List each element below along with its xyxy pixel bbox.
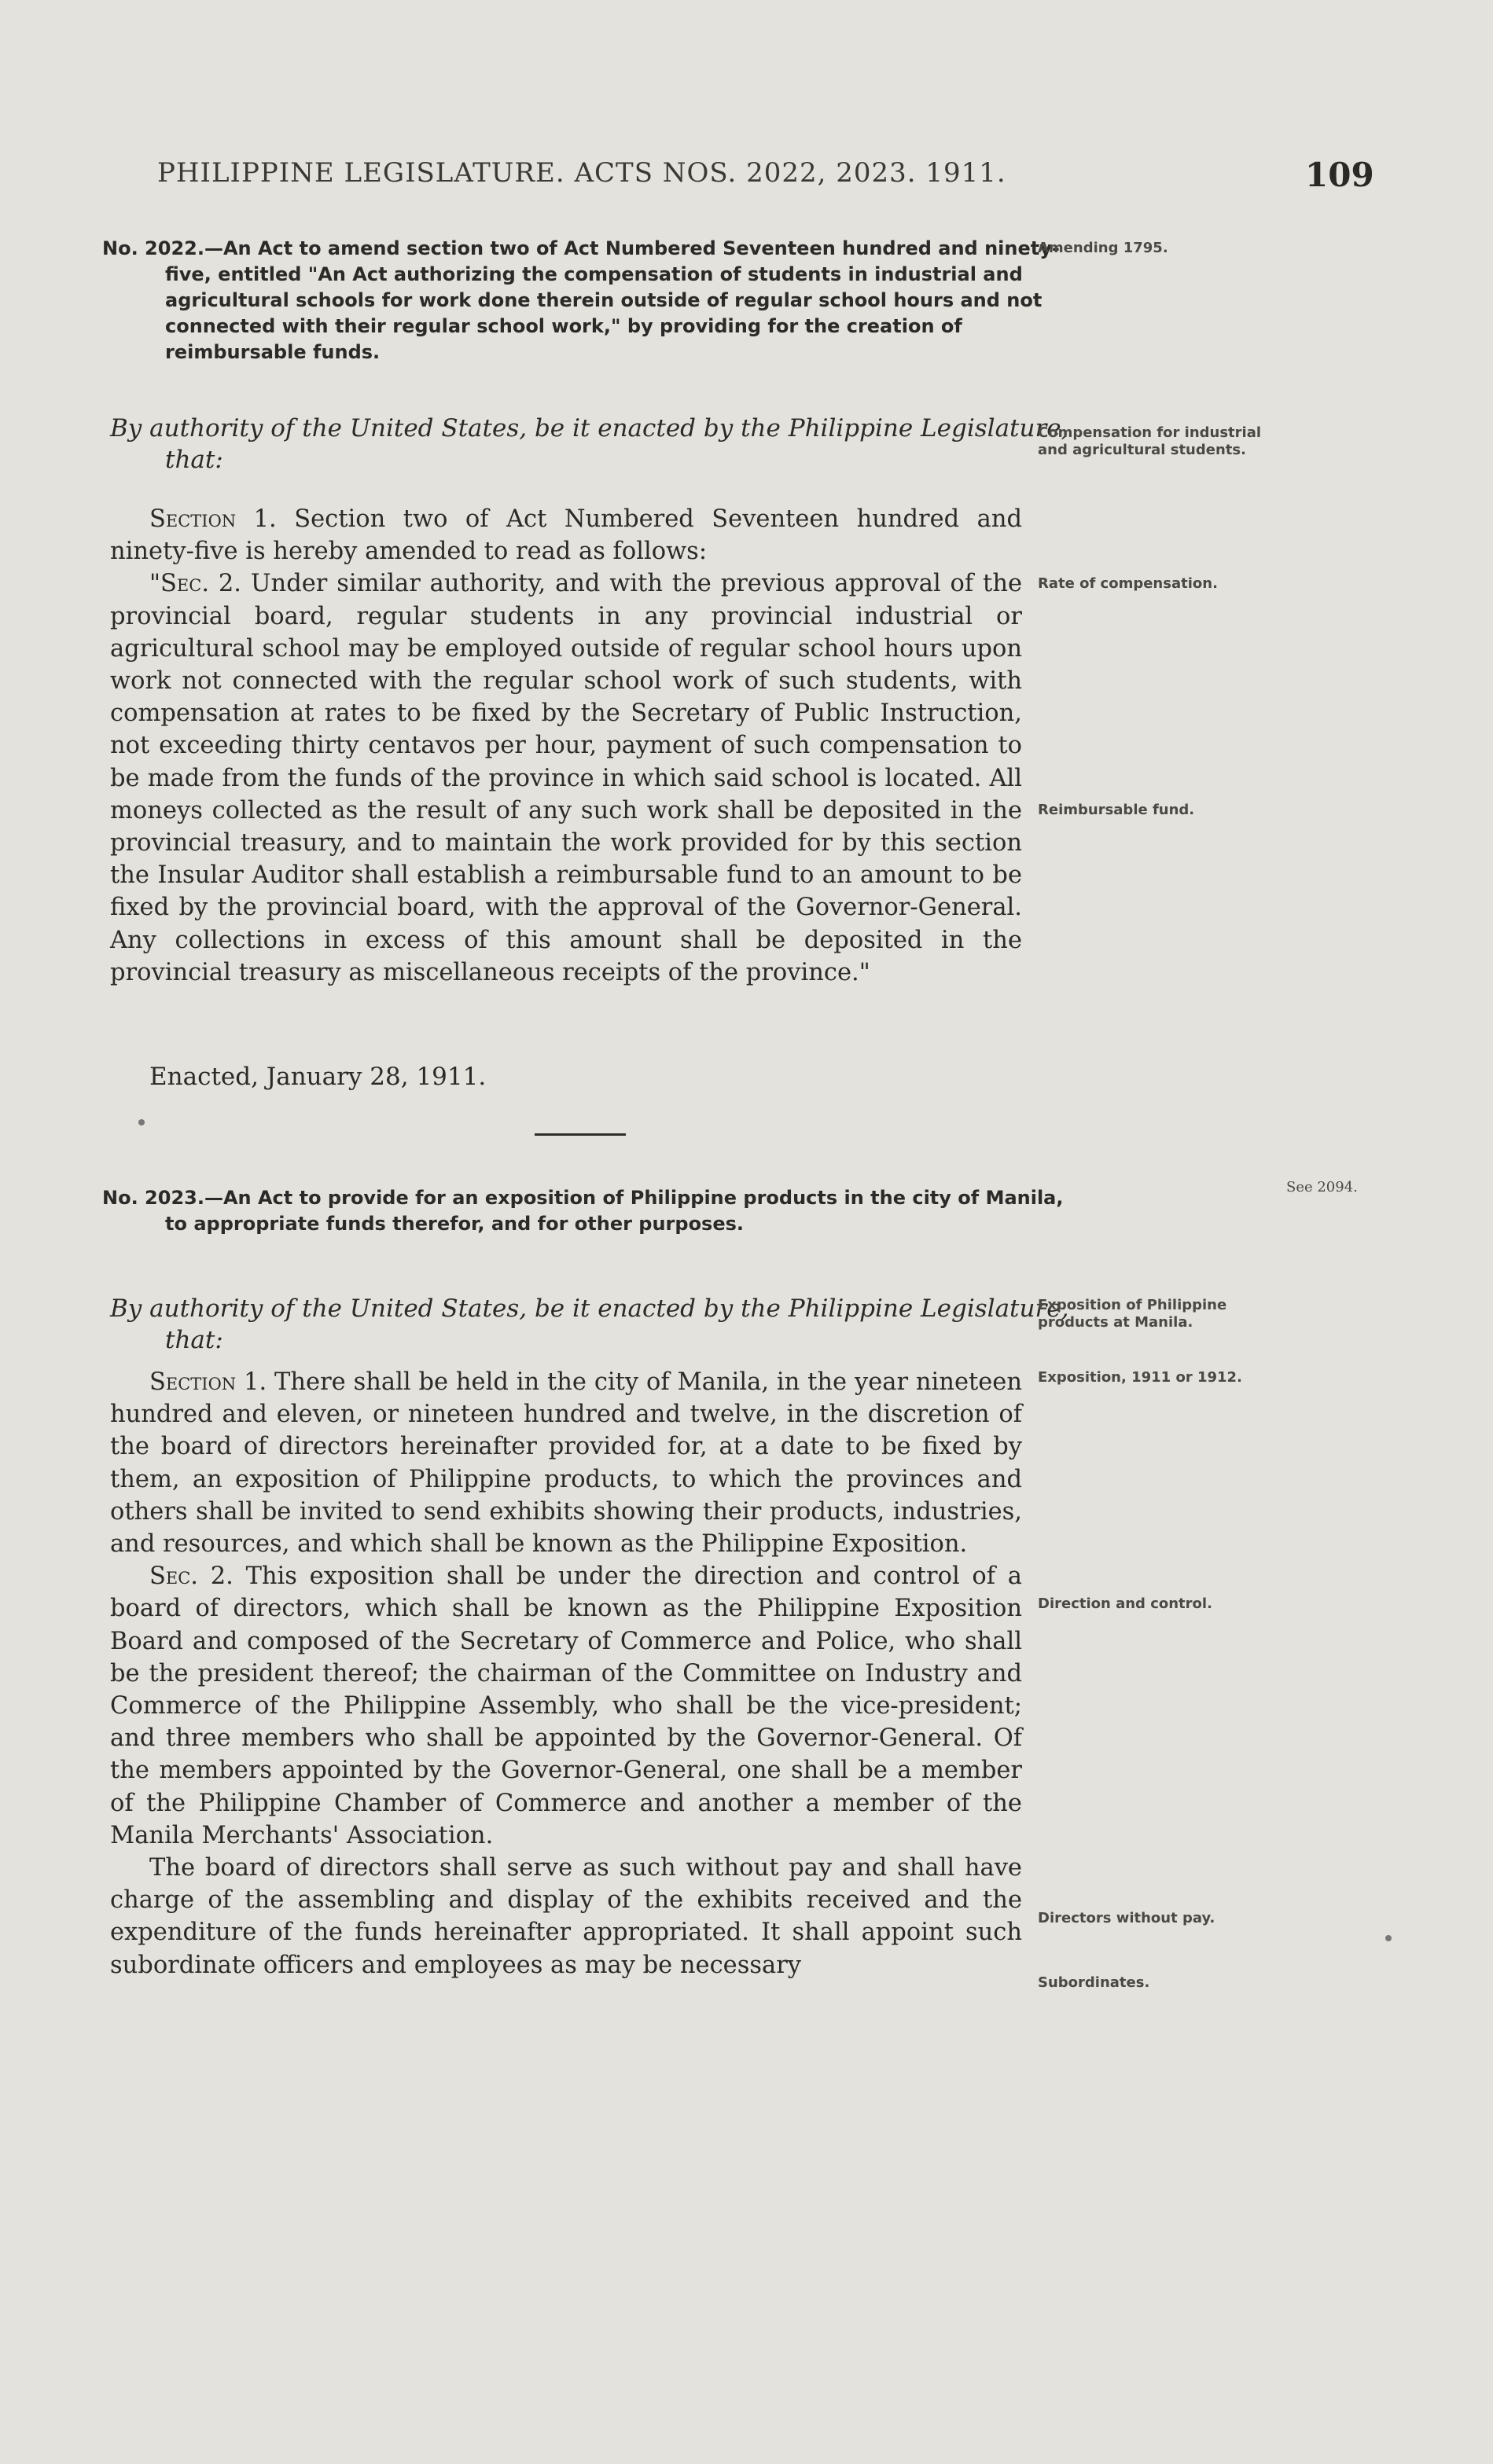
margin-note-exposition-year: Exposition, 1911 or 1912.: [1038, 1369, 1242, 1386]
section-text: There shall be held in the city of Manila, in the year nineteen hundred and eleven, or nineteen hundred and twelve, in the discretion of the board of directors hereinafter provided for, at a date to be fixed by them, an exposition of Philippine products, to which the provinces and others shall be invited to send exhibits showing their products, industries, and resources, and which shall be known as the Philippine Exposition.: [110, 1368, 1022, 1559]
act-2022-enacted-date: Enacted, January 28, 1911.: [149, 1063, 487, 1091]
act-2022-section-1: [110, 503, 1022, 567]
margin-note-see: See 2094.: [1286, 1179, 1358, 1195]
running-header: PHILIPPINE LEGISLATURE. ACTS NOS. 2022, 2023. 1911.: [157, 157, 1006, 189]
act-2022-title-text: —An Act to amend section two of Act Numbered Seventeen hundred and ninety-five, entitled "An Act authorizing the compensation of students in industrial and agricultural schools for work done therein outside of regular school hours and not connected with their regular school work," by providing for the creation of reimbursable funds.: [165, 237, 1060, 363]
section-text: This exposition shall be under the direction and control of a board of directors, which shall be known as the Philippine Exposition Board and composed of the Secretary of Commerce and Police, who shall be the president thereof; the chairman of the Committee on Industry and Commerce of the Philippine Assembly, who shall be the vice-president; and three members who shall be appointed by the Governor-General. Of the members appointed by the Governor-General, one shall be a member of the Philippine Chamber of Commerce and another a member of the Manila Merchants' Association.: [110, 1562, 1022, 1849]
act-2023-title: [102, 1185, 1077, 1237]
act-2022-body: [110, 503, 1022, 989]
ink-speck: [138, 1119, 145, 1126]
act-2023-enacting-clause: By authority of the United States, be it enacted by the Philippine Legislature, that:: [110, 1294, 1069, 1354]
act-2023-number: No. 2023.: [102, 1187, 204, 1209]
margin-note-directors: Directors without pay.: [1038, 1910, 1215, 1926]
section-label: Section 1.: [149, 505, 277, 533]
section-label: Section 1.: [149, 1368, 267, 1396]
act-2022-sec-2: [110, 567, 1022, 989]
section-label: Sec. 2.: [149, 1562, 234, 1591]
act-2022-number: No. 2022.: [102, 237, 204, 259]
section-text: Section two of Act Numbered Seventeen hundred and ninety-five is hereby amended to read as follows:: [110, 505, 1022, 566]
act-2022-enacting-clause: By authority of the United States, be it enacted by the Philippine Legislature, that:: [110, 414, 1069, 474]
act-2022-title: [102, 236, 1077, 365]
margin-note-exposition: Exposition of Philippine products at Manila.: [1038, 1297, 1227, 1331]
margin-note-reimbursable: Reimbursable fund.: [1038, 802, 1195, 818]
page-number: 109: [1305, 156, 1374, 194]
act-2023-title-text: —An Act to provide for an exposition of Philippine products in the city of Manila, to appropriate funds therefor, and for other purposes.: [165, 1187, 1064, 1235]
ink-speck: [1385, 1935, 1392, 1941]
margin-note-rate: Rate of compensation.: [1038, 575, 1218, 592]
margin-note-compensation: Compensation for industrial and agricultural students.: [1038, 424, 1262, 458]
act-2023-section-1: [110, 1366, 1022, 1560]
act-2023-sec-2: [110, 1560, 1022, 1852]
margin-note-amending: Amending 1795.: [1038, 240, 1168, 256]
section-text: Under similar authority, and with the previous approval of the provincial board, regular students in any provincial industrial or agricultural school may be employed outside of regular school hours upon work not connected with the regular school work of such students, with compensation at rates to be fixed by the Secretary of Public Instruction, not exceeding thirty centavos per hour, payment of such compensation to be made from the funds of the province in which said school is located. All moneys collected as the result of any such work shall be deposited in the provincial treasury, and to maintain the work provided for by this section the Insular Auditor shall establish a reimbursable fund to an amount to be fixed by the provincial board, with the approval of the Governor-General. Any collections in excess of this amount shall be deposited in the provincial treasury as miscellaneous receipts of the province.": [110, 570, 1023, 986]
act-2023-paragraph-3: The board of directors shall serve as such without pay and shall have charge of the assembling and display of the exhibits received and the expenditure of the funds hereinafter appropriated. It shall appoint such subordinate officers and employees as may be necessary: [110, 1854, 1022, 1979]
margin-note-direction: Direction and control.: [1038, 1596, 1212, 1612]
section-label: "Sec. 2.: [149, 570, 241, 598]
margin-note-subordinates: Subordinates.: [1038, 1974, 1150, 1991]
act-2023-body: [110, 1366, 1022, 1981]
section-divider: [535, 1133, 626, 1136]
